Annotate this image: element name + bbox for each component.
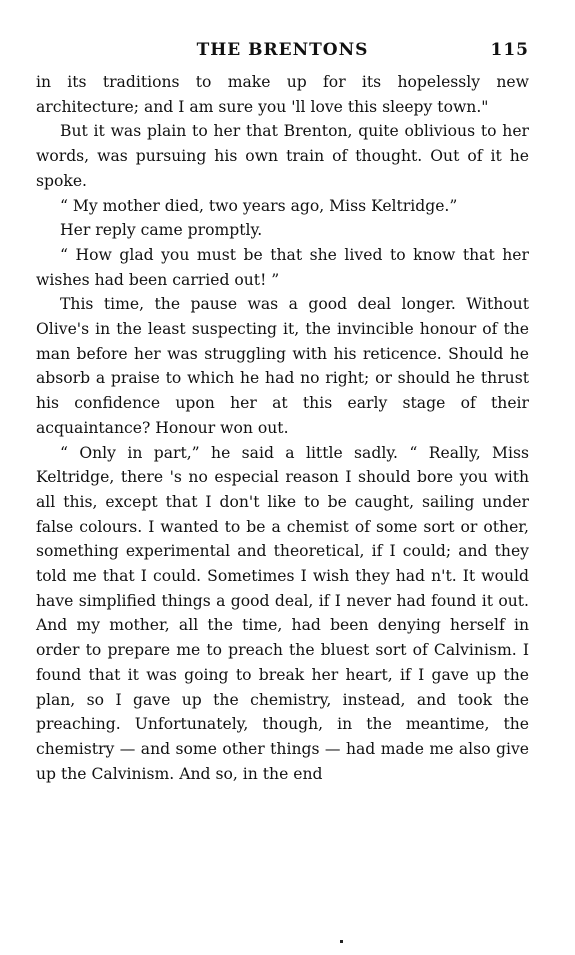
ink-speck: [340, 940, 343, 943]
page-number: 115: [490, 40, 529, 60]
paragraph: “ How glad you must be that she lived to know that her wishes had been carried out! ”: [36, 245, 529, 289]
paragraph: in its traditions to make up for its hopelessly new architecture; and I am sure you 'll love this sleepy town.": [36, 73, 529, 116]
page-header: [36, 40, 529, 70]
paragraph: “ My mother died, two years ago, Miss Keltridge.”: [60, 196, 458, 215]
body-text: [36, 70, 529, 786]
paragraph: But it was plain to her that Brenton, quite oblivious to her words, was pursuing his own train of thought. Out of it he spoke.: [36, 122, 529, 190]
paragraph: Her reply came promptly.: [60, 221, 263, 240]
running-title: THE BRENTONS: [196, 40, 369, 60]
book-page: [36, 40, 529, 786]
paragraph: “ Only in part,” he said a little sadly. “ Really, Miss Keltridge, there 's no especial reason I should bore you with all this, except that I don't like to be caught, sailing under false colours. I wanted to be a chemist of some sort or other, something experimental and theoretical, if I could; and they told me that I could. Sometimes I wish they had n't. It would have simplified things a good deal, if I never had found it out. And my mother, all the time, had been denying herself in order to prepare me to preach the bluest sort of Calvinism. I found that it was going to break her heart, if I gave up the plan, so I gave up the chemistry, instead, and took the preaching. Unfortunately, though, in the meantime, the chemistry — and some other things — had made me also give up the Calvinism. And so, in the end: [36, 443, 529, 783]
paragraph: This time, the pause was a good deal longer. Without Olive's in the least suspecting it, the invincible honour of the man before her was struggling with his reticence. Should he absorb a praise to which he had no right; or should he thrust his confidence upon her at this early stage of their acquaintance? Honour won out.: [36, 295, 529, 437]
